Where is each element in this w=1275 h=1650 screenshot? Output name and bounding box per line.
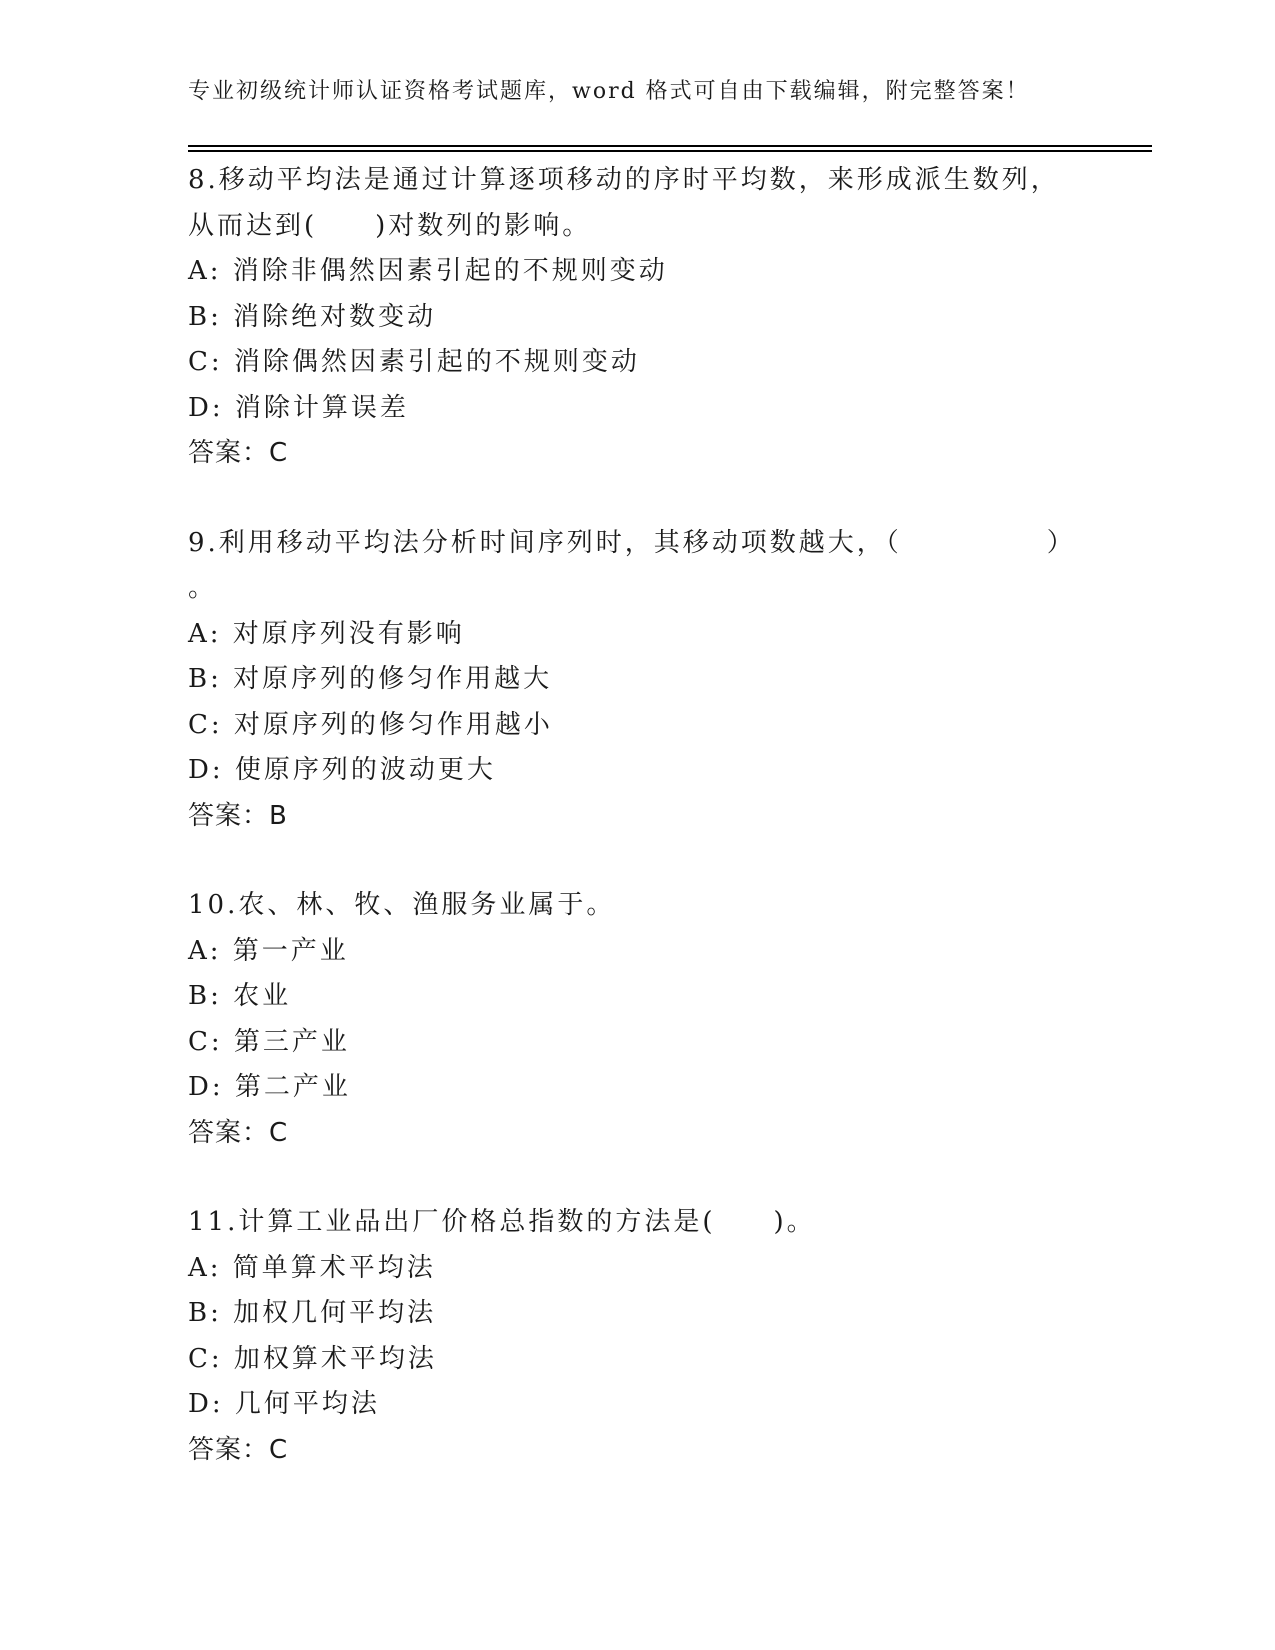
option-a: A: 消除非偶然因素引起的不规则变动 — [188, 256, 668, 286]
question-stem: 8.移动平均法是通过计算逐项移动的序时平均数，来形成派生数列， — [188, 165, 1060, 195]
answer-line: 答案：B — [188, 800, 288, 831]
question-9 — [188, 521, 1088, 840]
option-d: D: 使原序列的波动更大 — [188, 755, 496, 785]
answer-line: 答案：C — [188, 1434, 289, 1465]
option-c: C: 对原序列的修匀作用越小 — [188, 709, 553, 740]
option-d: D: 第二产业 — [188, 1072, 351, 1102]
option-b: B: 消除绝对数变动 — [188, 301, 437, 332]
question-list — [188, 158, 1088, 1517]
option-c: C: 加权算术平均法 — [188, 1343, 437, 1374]
question-stem: 11.计算工业品出厂价格总指数的方法是( )。 — [188, 1207, 816, 1237]
option-b: B: 对原序列的修匀作用越大 — [188, 664, 553, 694]
question-8 — [188, 158, 1088, 477]
answer-line: 答案：C — [188, 438, 289, 468]
header-rule-top — [188, 145, 1152, 147]
option-b: B: 农业 — [188, 981, 292, 1011]
option-d: D: 消除计算误差 — [188, 392, 409, 423]
question-stem: 。 — [188, 573, 218, 603]
page-header: 专业初级统计师认证资格考试题库，word 格式可自由下载编辑，附完整答案！ — [188, 79, 1030, 104]
question-11 — [188, 1200, 1088, 1473]
option-b: B: 加权几何平均法 — [188, 1298, 437, 1328]
question-stem: 9.利用移动平均法分析时间序列时，其移动项数越大，（ ） — [188, 527, 1076, 558]
header-rule-bottom — [188, 150, 1152, 152]
option-d: D: 几何平均法 — [188, 1389, 380, 1419]
option-c: C: 第三产业 — [188, 1026, 350, 1057]
question-10 — [188, 883, 1088, 1156]
answer-line: 答案：C — [188, 1117, 289, 1148]
option-a: A: 对原序列没有影响 — [188, 618, 465, 649]
question-stem: 10.农、林、牧、渔服务业属于。 — [188, 890, 616, 920]
option-c: C: 消除偶然因素引起的不规则变动 — [188, 347, 640, 377]
option-a: A: 简单算术平均法 — [188, 1252, 436, 1283]
option-a: A: 第一产业 — [188, 935, 349, 966]
question-stem: 从而达到( )对数列的影响。 — [188, 210, 592, 241]
